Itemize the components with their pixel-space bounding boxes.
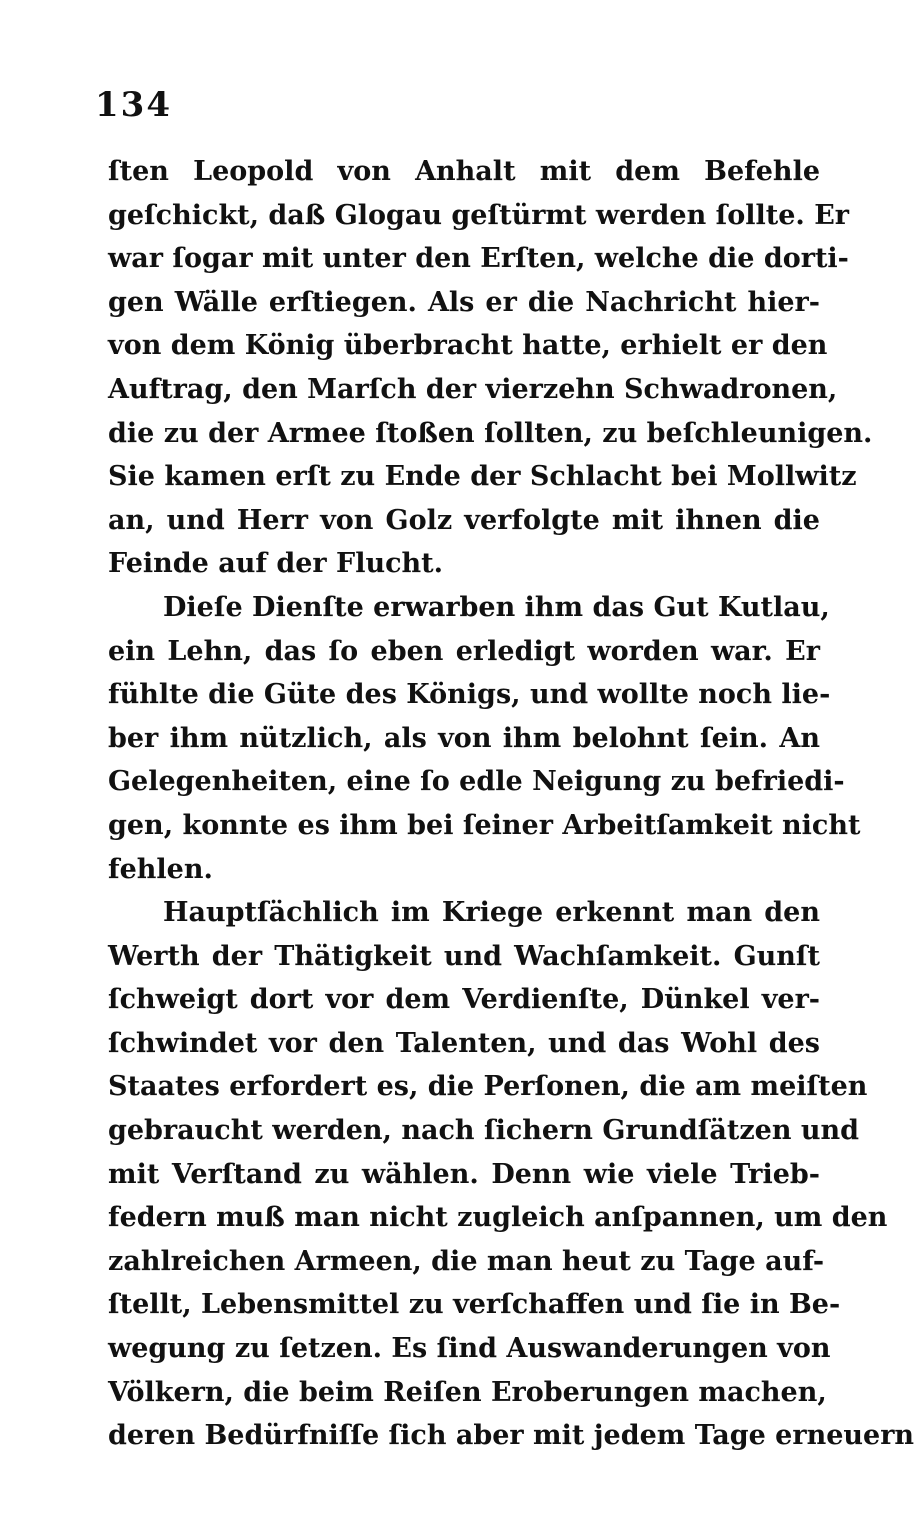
text-line: gen Wälle erſtiegen. Als er die Nachricht hier- xyxy=(108,286,820,318)
paragraph-end-line: fehlen. xyxy=(108,853,213,885)
text-line: Gelegenheiten, eine ſo edle Neigung zu befriedi- xyxy=(108,766,845,798)
text-line: ſtellt, Lebensmittel zu verſchaffen und ſie in Be- xyxy=(108,1289,841,1321)
text-line: mit Verſtand zu wählen. Denn wie viele Trieb- xyxy=(108,1158,820,1190)
text-line: Auftrag, den Marſch der vierzehn Schwadronen, xyxy=(108,373,838,405)
text-line: war ſogar mit unter den Erſten, welche die dorti- xyxy=(108,243,849,275)
text-line: ſchwindet vor den Talenten, und das Wohl des xyxy=(108,1027,820,1059)
text-line: an, und Herr von Golz verfolgte mit ihnen die xyxy=(108,504,820,536)
paragraph-start-line: Hauptſächlich im Kriege erkennt man den xyxy=(163,897,820,929)
text-line: Staates erfordert es, die Perſonen, die am meiſten xyxy=(108,1071,868,1103)
text-line: wegung zu ſetzen. Es ſind Auswanderungen von xyxy=(108,1333,831,1365)
text-line: Sie kamen erſt zu Ende der Schlacht bei Mollwitz xyxy=(108,461,857,493)
text-line: ſten Leopold von Anhalt mit dem Befehle xyxy=(108,156,820,187)
body-text xyxy=(108,150,914,1458)
text-line: die zu der Armee ſtoßen ſollten, zu beſchleunigen. xyxy=(108,417,873,449)
text-line: zahlreichen Armeen, die man heut zu Tage auf- xyxy=(108,1245,825,1277)
page-number: 134 xyxy=(95,85,172,125)
paragraph-start-line: Dieſe Dienſte erwarben ihm das Gut Kutlau, xyxy=(163,591,830,623)
text-line: gen, konnte es ihm bei ſeiner Arbeitſamkeit nicht xyxy=(108,809,861,841)
text-line: federn muß man nicht zugleich anſpannen, um den xyxy=(108,1202,888,1234)
paragraph-end-line: Feinde auf der Flucht. xyxy=(108,548,444,580)
text-line: fühlte die Güte des Königs, und wollte noch lie- xyxy=(108,679,831,711)
text-line: ein Lehn, das ſo eben erledigt worden war. Er xyxy=(108,635,820,667)
text-line: geſchickt, daß Glogau geſtürmt werden ſollte. Er xyxy=(108,199,849,231)
text-line: Werth der Thätigkeit und Wachſamkeit. Gunſt xyxy=(108,940,820,972)
text-line: von dem König überbracht hatte, erhielt er den xyxy=(108,330,828,362)
text-line: ſchweigt dort vor dem Verdienſte, Dünkel ver- xyxy=(108,984,820,1016)
text-line: Völkern, die beim Reiſen Eroberungen machen, xyxy=(108,1376,827,1408)
text-line: gebraucht werden, nach ſichern Grundſätzen und xyxy=(108,1115,860,1147)
text-line: ber ihm nützlich, als von ihm belohnt ſein. An xyxy=(108,722,820,754)
text-line: deren Bedürfniſſe ſich aber mit jedem Tage erneuern xyxy=(108,1420,914,1452)
